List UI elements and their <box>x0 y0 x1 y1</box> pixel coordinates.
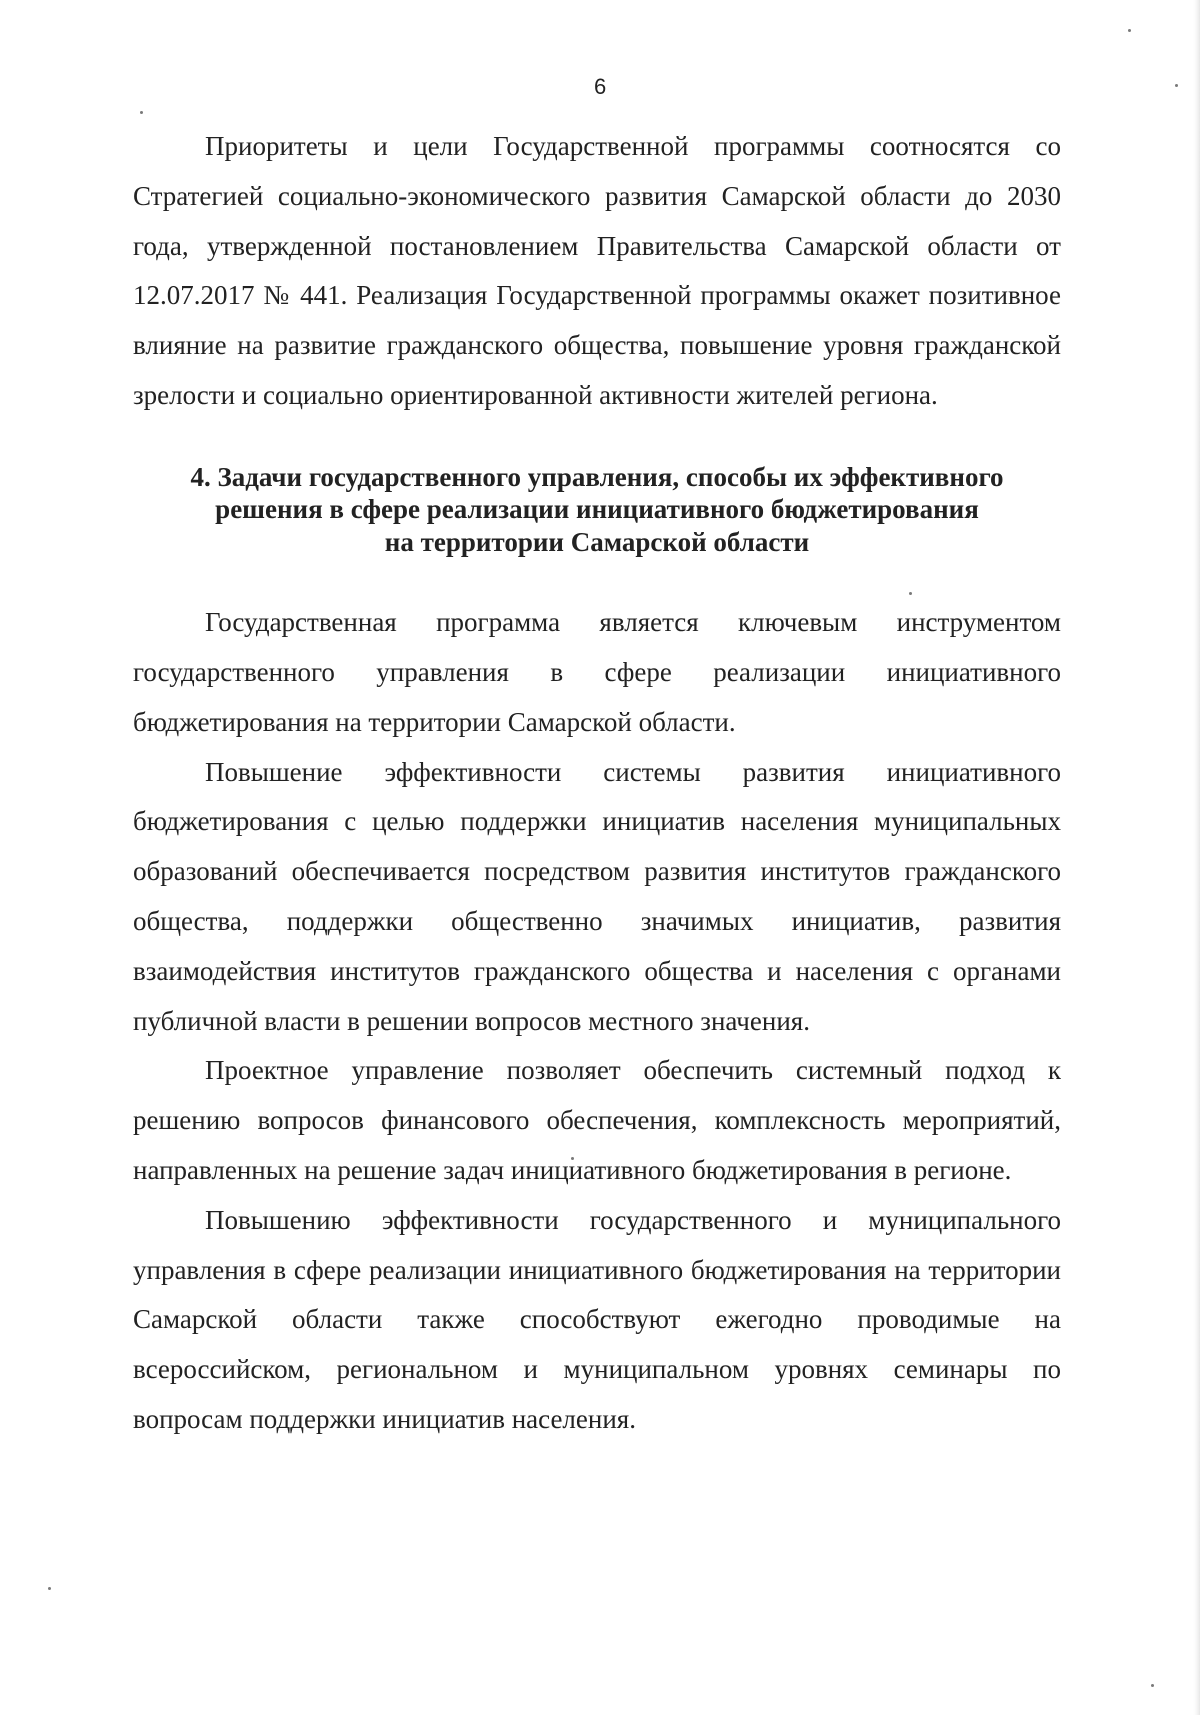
section-heading <box>133 461 1061 559</box>
intro-paragraph: Приоритеты и цели Государственной программы соотносятся со Стратегией социально-экономического развития Самарской области до 2030 года, утвержденной постановлением Правительства Самарской области от 12.07.2017 № 441. Реализация Государственной программы окажет позитивное влияние на развитие гражданского общества, повышение уровня гражданской зрелости и социально ориентированной активности жителей региона. <box>133 131 1061 410</box>
section-4 <box>133 461 1061 1445</box>
body-paragraph: Повышение эффективности системы развития инициативного бюджетирования с целью поддержки инициатив населения муниципальных образований обеспечивается посредством развития институтов гражданского общества, поддержки общественно значимых инициатив, развития взаимодействия институтов гражданского общества и населения с органами публичной власти в решении вопросов местного значения. <box>133 756 1061 1036</box>
scan-speck <box>140 111 143 114</box>
section-heading-line: на территории Самарской области <box>384 526 810 557</box>
scan-speck <box>48 1587 51 1590</box>
document-body <box>133 122 1061 1445</box>
scan-speck <box>1175 84 1178 87</box>
section-heading-line: решения в сфере реализации инициативного бюджетирования <box>215 494 979 525</box>
scan-speck <box>1128 29 1131 32</box>
intro-section <box>133 122 1061 421</box>
body-paragraph: Проектное управление позволяет обеспечить системный подход к решению вопросов финансового обеспечения, комплексность мероприятий, направленных на решение задач инициативного бюджетирования в регионе. <box>133 1055 1061 1186</box>
body-paragraph: Повышению эффективности государственного и муниципального управления в сфере реализации инициативного бюджетирования на территории Самарской области также способствуют ежегодно проводимые на всероссийском, региональном и муниципальном уровнях семинары по вопросам поддержки инициатив населения. <box>133 1204 1061 1435</box>
page-number: 6 <box>594 74 607 99</box>
scan-edge-shadow <box>1193 0 1200 1715</box>
section-heading-line: 4. Задачи государственного управления, способы их эффективного <box>190 461 1004 492</box>
body-paragraph: Государственная программа является ключевым инструментом государственного управления в сфере реализации инициативного бюджетирования на территории Самарской области. <box>133 607 1061 737</box>
scan-speck <box>1151 1684 1154 1687</box>
